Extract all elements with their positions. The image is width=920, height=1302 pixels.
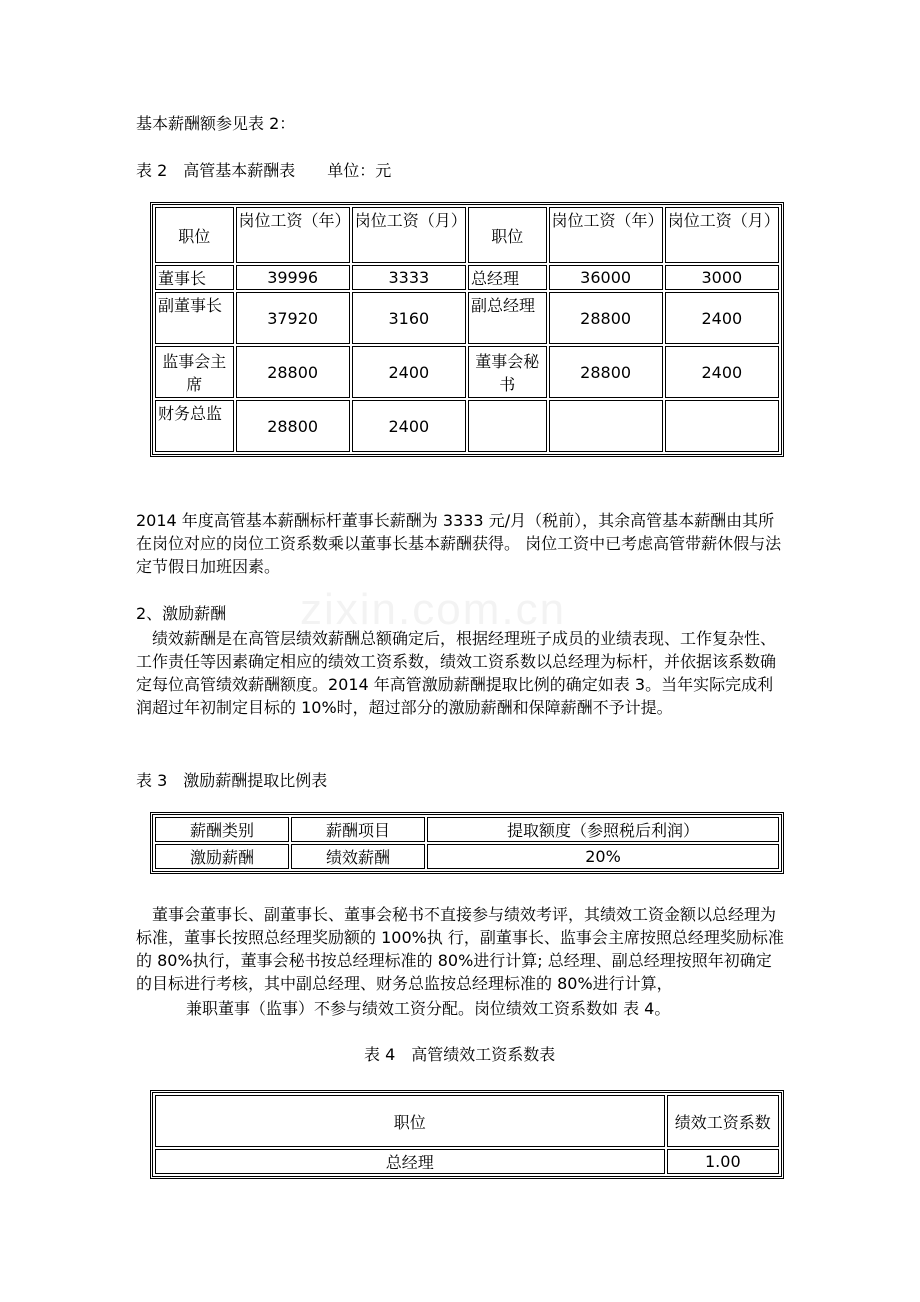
table-cell: 副董事长 [155, 292, 234, 344]
header-cell: 职位 [155, 1095, 665, 1147]
table2-caption: 表 2 高管基本薪酬表 单位：元 [136, 161, 392, 180]
table-row [155, 400, 779, 452]
table-cell: 监事会主席 [155, 346, 234, 398]
basic-salary-table [150, 202, 784, 457]
incentive-ratio-table [150, 812, 784, 874]
header-cell: 提取额度（参照税后利润） [427, 817, 779, 842]
table-header-row [155, 817, 779, 842]
section-heading-incentive: 2、激励薪酬 [136, 604, 227, 623]
table-cell [665, 400, 779, 452]
table-row [155, 844, 779, 869]
paragraph-performance: 董事会董事长、副董事长、董事会秘书不直接参与绩效考评，其绩效工资金额以总经理为标准，董事长按照总经理奖励额的 100%执 行，副董事长、监事会主席按照总经理奖励标准的 80%执行，董事会秘书按总经理标准的 80%进行计算; 总经理、副总经理按照年初确定的目标进行考核，其中副总经理、财务总监按总经理标准的 80%进行计算， [136, 905, 784, 993]
table-cell: 2400 [665, 346, 779, 398]
table-cell: 2400 [352, 400, 466, 452]
header-cell: 薪酬项目 [291, 817, 425, 842]
table-header-row [155, 1095, 779, 1147]
table-cell: 2400 [352, 346, 466, 398]
table-cell: 37920 [236, 292, 350, 344]
paragraph-basic-salary: 2014 年度高管基本薪酬标杆董事长薪酬为 3333 元/月（税前），其余高管基本薪酬由其所在岗位对应的岗位工资系数乘以董事长基本薪酬获得。 岗位工资中已考虑高管带薪休假与法定节假日加班因素。 [136, 511, 782, 576]
table-cell: 28800 [549, 346, 663, 398]
header-cell: 职位 [468, 207, 547, 263]
table-cell: 总经理 [468, 265, 547, 290]
table-cell: 董事长 [155, 265, 234, 290]
table-cell: 董事会秘书 [468, 346, 547, 398]
table-cell: 3000 [665, 265, 779, 290]
table-cell [468, 400, 547, 452]
paragraph-performance-last-line: 兼职董事（监事）不参与绩效工资分配。岗位绩效工资系数如 表 4。 [186, 999, 671, 1018]
table-row [155, 1149, 779, 1174]
table-cell: 28800 [236, 400, 350, 452]
table-header-row [155, 207, 779, 263]
table4-caption: 表 4 高管绩效工资系数表 [364, 1045, 556, 1064]
table-cell: 财务总监 [155, 400, 234, 452]
header-cell: 绩效工资系数 [667, 1095, 779, 1147]
table-row [155, 346, 779, 398]
table-cell: 3333 [352, 265, 466, 290]
intro-text: 基本薪酬额参见表 2： [136, 114, 296, 133]
header-cell: 岗位工资（年） [549, 207, 663, 263]
table-cell: 副总经理 [468, 292, 547, 344]
table-cell: 20% [427, 844, 779, 869]
header-cell: 职位 [155, 207, 234, 263]
table-cell: 总经理 [155, 1149, 665, 1174]
header-cell: 岗位工资（月） [352, 207, 466, 263]
table-cell: 2400 [665, 292, 779, 344]
table-cell: 1.00 [667, 1149, 779, 1174]
watermark: zixin.com.cn [300, 585, 567, 634]
table3-caption: 表 3 激励薪酬提取比例表 [136, 771, 328, 790]
table-cell: 绩效薪酬 [291, 844, 425, 869]
table-cell: 39996 [236, 265, 350, 290]
table-cell: 28800 [236, 346, 350, 398]
table-cell: 3160 [352, 292, 466, 344]
table-cell [549, 400, 663, 452]
table-cell: 36000 [549, 265, 663, 290]
header-cell: 岗位工资（年） [236, 207, 350, 263]
table-row [155, 292, 779, 344]
performance-coefficient-table [150, 1090, 784, 1179]
header-cell: 岗位工资（月） [665, 207, 779, 263]
table-row [155, 265, 779, 290]
paragraph-incentive: 绩效薪酬是在高管层绩效薪酬总额确定后，根据经理班子成员的业绩表现、工作复杂性、工作责任等因素确定相应的绩效工资系数，绩效工资系数以总经理为标杆，并依据该系数确定每位高管绩效薪酬额度。2014 年高管激励薪酬提取比例的确定如表 3。当年实际完成利润超过年初制定目标的 10%时，超过部分的激励薪酬和保障薪酬不予计提。 [136, 629, 777, 717]
table-cell: 28800 [549, 292, 663, 344]
table-cell: 激励薪酬 [155, 844, 289, 869]
header-cell: 薪酬类别 [155, 817, 289, 842]
